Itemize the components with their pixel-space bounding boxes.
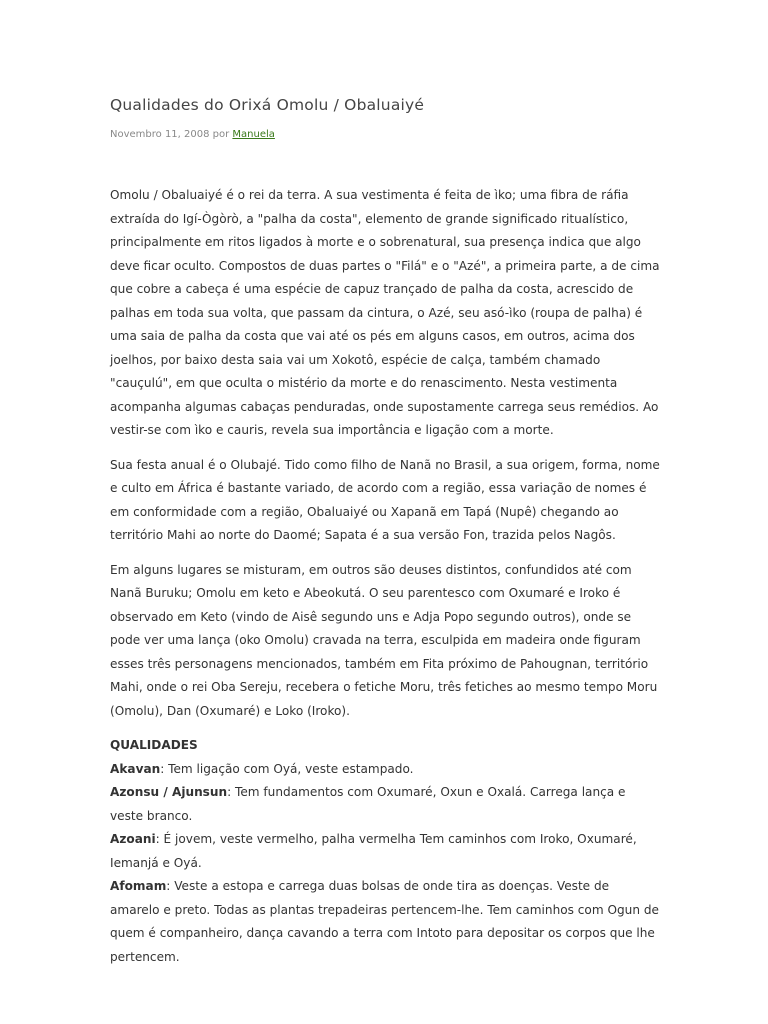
qualidade-item [110, 781, 660, 828]
paragraph: Em alguns lugares se misturam, em outros são deuses distintos, confundidos até com Nanã Buruku; Omolu em keto e Abeokutá. O seu parentesco com Oxumaré e Iroko é observado em Keto (vindo de Aisê segundo uns e Adja Popo segundo outros), onde se pode ver uma lança (oko Omolu) cravada na terra, esculpida em madeira onde figuram esses três personagens mencionados, também em Fita próximo de Pahougnan, território Mahi, onde o rei Oba Sereju, recebera o fetiche Moru, três fetiches ao mesmo tempo Moru (Omolu), Dan (Oxumaré) e Loko (Iroko). [110, 562, 658, 718]
qualidade-name: Afomam [110, 879, 167, 893]
author-link[interactable]: Manuela [232, 129, 275, 140]
qualidade-name: Akavan [110, 761, 161, 776]
post-title: Qualidades do Orixá Omolu / Obaluaiyé [110, 96, 425, 114]
qualidade-item [110, 875, 660, 969]
qualidade-text: : É jovem, veste vermelho, palha vermelha Tem caminhos com Iroko, Oxumaré, Iemanjá e Oyá. [110, 832, 637, 870]
qualidades-heading: QUALIDADES [110, 738, 198, 752]
qualidade-text: : Tem fundamentos com Oxumaré, Oxun e Oxalá. Carrega lança e veste branco. [110, 785, 626, 823]
paragraph: Omolu / Obaluaiyé é o rei da terra. A sua vestimenta é feita de ìko; uma fibra de ráfia extraída do Igí-Ògòrò, a "palha da costa", elemento de grande significado ritualístico, principalmente em ritos ligados à morte e o sobrenatural, sua presença indica que algo deve ficar oculto. Compostos de duas partes o "Filá" e o "Azé", a primeira parte, a de cima que cobre a cabeça é uma espécie de capuz trançado de palha da costa, acrescido de palhas em toda sua volta, que passam da cintura, o Azé, seu asó-ìko (roupa de palha) é uma saia de palha da costa que vai até os pés em alguns casos, em outros, acima dos joelhos, por baixo desta saia vai um Xokotô, espécie de calça, também chamado "cauçulú", em que oculta o mistério da morte e do renascimento. Nesta vestimenta acompanha algumas cabaças penduradas, onde supostamente carrega seus remédios. Ao vestir-se com ìko e cauris, revela sua importância e ligação com a morte. [110, 188, 660, 437]
qualidade-name: Azonsu / Ajunsun [110, 785, 228, 799]
post-date: Novembro 11, 2008 por [110, 129, 233, 140]
qualidade-name: Azoani [110, 832, 156, 846]
paragraph: Sua festa anual é o Olubajé. Tido como filho de Nanã no Brasil, a sua origem, forma, nome e culto em África é bastante variado, de acordo com a região, essa variação de nomes é em conformidade com a região, Obaluaiyé ou Xapanã em Tapá (Nupê) chegando ao território Mahi ao norte do Daomé; Sapata é a sua versão Fon, trazida pelos Nagôs. [110, 457, 660, 542]
qualidade-text: : Veste a estopa e carrega duas bolsas de onde tira as doenças. Veste de amarelo e preto. Todas as plantas trepadeiras pertencem-lhe. Tem caminhos com Ogun de quem é companheiro, dança cavando a terra com Intoto para depositar os corpos que lhe pertencem. [110, 879, 659, 964]
qualidade-item [110, 758, 660, 782]
qualidade-item [110, 828, 660, 875]
qualidade-text: : Tem ligação com Oyá, veste estampado. [160, 761, 414, 776]
post-meta [110, 129, 275, 140]
post-content [110, 184, 660, 969]
